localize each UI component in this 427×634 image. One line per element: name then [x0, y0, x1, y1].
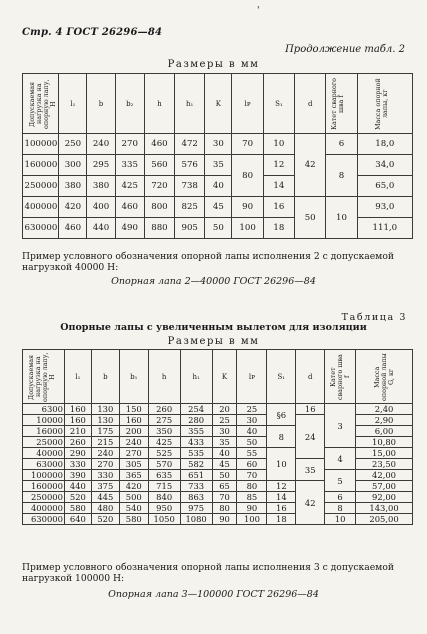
- cell: 25: [212, 415, 237, 426]
- cell: 720: [144, 176, 174, 197]
- cell: 6: [325, 492, 356, 503]
- cell: 525: [148, 448, 180, 459]
- cell: 260: [64, 437, 91, 448]
- cell-merged: 24: [296, 415, 325, 459]
- cell: 18,0: [357, 134, 412, 155]
- cell: 635: [148, 470, 180, 481]
- cell: 270: [115, 134, 144, 155]
- cell: 160: [119, 415, 148, 426]
- cell: 425: [148, 437, 180, 448]
- cell: 2,40: [356, 404, 413, 415]
- cell: 420: [119, 481, 148, 492]
- cell: 335: [115, 155, 144, 176]
- cell: 30: [237, 415, 267, 426]
- cell: 365: [119, 470, 148, 481]
- cell: 576: [175, 155, 205, 176]
- table-row: [23, 514, 413, 525]
- cell: 12: [263, 155, 294, 176]
- example-1-designation: Опорная лапа 2—40000 ГОСТ 26296—84: [111, 276, 316, 287]
- cell: 290: [64, 448, 91, 459]
- cell: 160: [64, 404, 91, 415]
- cell: 540: [119, 503, 148, 514]
- cell: 10: [263, 134, 294, 155]
- cell: 70: [212, 492, 237, 503]
- cell: 18: [263, 218, 294, 239]
- cell: 440: [64, 481, 91, 492]
- cell: 45: [212, 459, 237, 470]
- cell-merged: 10: [267, 448, 296, 481]
- cell: 651: [180, 470, 212, 481]
- table-row: [23, 470, 413, 481]
- cell: 40: [212, 448, 237, 459]
- cell: 100: [232, 218, 263, 239]
- cell: 57,00: [356, 481, 413, 492]
- units-label-1: Размеры в мм: [167, 59, 260, 70]
- cell: 12: [267, 481, 296, 492]
- col-l1: l₁: [64, 350, 91, 404]
- cell: 440: [87, 218, 115, 239]
- cell: 825: [175, 197, 205, 218]
- cell: 260: [148, 404, 180, 415]
- cell: 240: [87, 134, 115, 155]
- cell: 715: [148, 481, 180, 492]
- cell: 950: [148, 503, 180, 514]
- cell: 35: [205, 155, 232, 176]
- table-row: [23, 404, 413, 415]
- table-row: [23, 134, 413, 155]
- cell: 390: [64, 470, 91, 481]
- cell: 90: [232, 197, 263, 218]
- cell: 50: [205, 218, 232, 239]
- cell: 18: [267, 514, 296, 525]
- cell: 16: [296, 404, 325, 415]
- cell: 240: [119, 437, 148, 448]
- cell-load: 10000: [23, 415, 65, 426]
- cell: 460: [115, 197, 144, 218]
- col-l1: l₁: [59, 74, 87, 134]
- cell: 270: [119, 448, 148, 459]
- cell: 400: [87, 197, 115, 218]
- col-h1: h₁: [180, 350, 212, 404]
- cell: 30: [212, 426, 237, 437]
- cell: 905: [175, 218, 205, 239]
- col-lp: lᴘ: [237, 350, 267, 404]
- cell-load: 400000: [23, 503, 65, 514]
- col-h: h: [144, 74, 174, 134]
- cell: 880: [144, 218, 174, 239]
- cell: 85: [237, 492, 267, 503]
- cell-load: 100000: [23, 134, 59, 155]
- cell-load: 160000: [23, 481, 65, 492]
- cell: 16: [267, 503, 296, 514]
- cell: 280: [180, 415, 212, 426]
- cell-load: 400000: [23, 197, 59, 218]
- cell: 350: [148, 426, 180, 437]
- cell: 380: [87, 176, 115, 197]
- cell: 65,0: [357, 176, 412, 197]
- cell: 42,00: [356, 470, 413, 481]
- cell: 975: [180, 503, 212, 514]
- cell: 480: [91, 503, 119, 514]
- cell: 80: [212, 503, 237, 514]
- cell: 100: [237, 514, 267, 525]
- cell-load: 6300: [23, 404, 65, 415]
- cell: 16: [263, 197, 294, 218]
- cell: 433: [180, 437, 212, 448]
- col-lp: lᴘ: [232, 74, 263, 134]
- cell-load: 40000: [23, 448, 65, 459]
- col-h: h: [148, 350, 180, 404]
- cell: 205,00: [356, 514, 413, 525]
- cell: 200: [119, 426, 148, 437]
- col-h1: h₁: [175, 74, 205, 134]
- cell: 210: [64, 426, 91, 437]
- cell: 50: [212, 470, 237, 481]
- cell-merged: §6: [267, 404, 296, 426]
- cell: 330: [91, 470, 119, 481]
- cell: 490: [115, 218, 144, 239]
- cell: 570: [148, 459, 180, 470]
- col-b: b: [87, 74, 115, 134]
- cell-load: 63000: [23, 459, 65, 470]
- cell: 295: [87, 155, 115, 176]
- cell: 250: [59, 134, 87, 155]
- cell: 30: [205, 134, 232, 155]
- col-weld: Катет сварного шва f: [325, 350, 356, 404]
- cell: 143,00: [356, 503, 413, 514]
- cell: 40: [237, 426, 267, 437]
- col-S1: S₁: [263, 74, 294, 134]
- cell-merged: 50: [295, 197, 326, 239]
- cell: 25: [237, 404, 267, 415]
- cell: 520: [91, 514, 119, 525]
- cell: 445: [91, 492, 119, 503]
- col-weld: Катет сварного шва f: [326, 74, 357, 134]
- scan-mark: ': [257, 6, 260, 16]
- cell: 90: [212, 514, 237, 525]
- cell-load: 630000: [23, 218, 59, 239]
- cell: 15,00: [356, 448, 413, 459]
- cell-merged: 8: [326, 155, 357, 197]
- table-3-number: Таблица 3: [341, 312, 407, 323]
- cell: 34,0: [357, 155, 412, 176]
- cell-merged: 3: [325, 404, 356, 448]
- cell: 10,80: [356, 437, 413, 448]
- example-2-designation: Опорная лапа 3—100000 ГОСТ 26296—84: [108, 589, 319, 600]
- col-load: Допускаемая нагрузка на опорную лапу, Н: [23, 74, 59, 134]
- col-K: K: [205, 74, 232, 134]
- cell: 240: [91, 448, 119, 459]
- cell-merged: 5: [325, 470, 356, 492]
- cell: 472: [175, 134, 205, 155]
- cell: 90: [237, 503, 267, 514]
- col-load: Допускаемая нагрузка на опорную лапу, Н: [23, 350, 65, 404]
- cell: 1080: [180, 514, 212, 525]
- cell-load: 25000: [23, 437, 65, 448]
- cell: 20: [212, 404, 237, 415]
- cell-load: 630000: [23, 514, 65, 525]
- col-mass: Масса опорной лапы, кг: [357, 74, 412, 134]
- cell: 535: [180, 448, 212, 459]
- col-K: K: [212, 350, 237, 404]
- col-mass: Масса опорной лапы G, кг: [356, 350, 413, 404]
- col-S1: S₁: [267, 350, 296, 404]
- cell: 460: [59, 218, 87, 239]
- cell: 375: [91, 481, 119, 492]
- table-row: [23, 155, 413, 176]
- cell: 60: [237, 459, 267, 470]
- cell: 70: [237, 470, 267, 481]
- continuation-label: Продолжение табл. 2: [285, 44, 405, 55]
- cell: 733: [180, 481, 212, 492]
- cell: 560: [144, 155, 174, 176]
- cell: 130: [91, 404, 119, 415]
- table-row: [23, 503, 413, 514]
- cell: 70: [232, 134, 263, 155]
- col-b1: b₁: [119, 350, 148, 404]
- cell: 460: [144, 134, 174, 155]
- cell: 6,00: [356, 426, 413, 437]
- cell: 35: [212, 437, 237, 448]
- table-row: [23, 492, 413, 503]
- table-3-title: Опорные лапы с увеличенным вылетом для изоляции: [60, 322, 367, 333]
- cell: 23,50: [356, 459, 413, 470]
- cell-merged: 4: [325, 448, 356, 470]
- cell: 270: [91, 459, 119, 470]
- table-3: [22, 349, 413, 525]
- col-d: d: [296, 350, 325, 404]
- cell: 380: [59, 176, 87, 197]
- cell: 65: [212, 481, 237, 492]
- cell: 863: [180, 492, 212, 503]
- cell: 55: [237, 448, 267, 459]
- cell-load: 250000: [23, 176, 59, 197]
- cell: 14: [263, 176, 294, 197]
- cell: 738: [175, 176, 205, 197]
- cell-merged: 35: [296, 459, 325, 481]
- col-b2: b₂: [115, 74, 144, 134]
- cell-merged: 80: [232, 155, 263, 197]
- cell-load: 100000: [23, 470, 65, 481]
- cell: 330: [64, 459, 91, 470]
- cell: 254: [180, 404, 212, 415]
- cell: 80: [237, 481, 267, 492]
- cell: 420: [59, 197, 87, 218]
- cell-merged: 8: [267, 426, 296, 448]
- cell: 582: [180, 459, 212, 470]
- cell: 50: [237, 437, 267, 448]
- cell-merged: 10: [326, 197, 357, 239]
- table-2: [22, 73, 413, 239]
- cell: 520: [64, 492, 91, 503]
- page-header: Стр. 4 ГОСТ 26296—84: [22, 27, 163, 38]
- cell: 175: [91, 426, 119, 437]
- cell-load: 250000: [23, 492, 65, 503]
- cell: 8: [325, 503, 356, 514]
- cell: 150: [119, 404, 148, 415]
- example-1-text: Пример условного обозначения опорной лапы исполнения 2 с допускаемой нагрузкой 40000 Н:: [22, 251, 394, 273]
- cell: 215: [91, 437, 119, 448]
- cell: 92,00: [356, 492, 413, 503]
- cell: 1050: [148, 514, 180, 525]
- cell-merged: 42: [295, 134, 326, 197]
- cell: 40: [205, 176, 232, 197]
- example-2-text: Пример условного обозначения опорной лапы исполнения 3 с допускаемой нагрузкой 100000 Н:: [22, 562, 394, 584]
- table-row: [23, 197, 413, 218]
- cell-load: 16000: [23, 426, 65, 437]
- cell: 275: [148, 415, 180, 426]
- cell: 580: [119, 514, 148, 525]
- cell: 300: [59, 155, 87, 176]
- cell-load: 160000: [23, 155, 59, 176]
- cell: 305: [119, 459, 148, 470]
- cell: 10: [325, 514, 356, 525]
- cell: 425: [115, 176, 144, 197]
- cell: 130: [91, 415, 119, 426]
- cell: 580: [64, 503, 91, 514]
- cell: 160: [64, 415, 91, 426]
- cell: 93,0: [357, 197, 412, 218]
- cell: 840: [148, 492, 180, 503]
- cell: 500: [119, 492, 148, 503]
- units-label-2: Размеры в мм: [167, 336, 260, 347]
- table-row: [23, 448, 413, 459]
- cell: 111,0: [357, 218, 412, 239]
- cell: 640: [64, 514, 91, 525]
- cell: 2,90: [356, 415, 413, 426]
- cell: 800: [144, 197, 174, 218]
- cell: 355: [180, 426, 212, 437]
- col-b: b: [91, 350, 119, 404]
- cell-merged: 42: [296, 481, 325, 525]
- col-d: d: [295, 74, 326, 134]
- cell: 14: [267, 492, 296, 503]
- cell: 6: [326, 134, 357, 155]
- cell: 45: [205, 197, 232, 218]
